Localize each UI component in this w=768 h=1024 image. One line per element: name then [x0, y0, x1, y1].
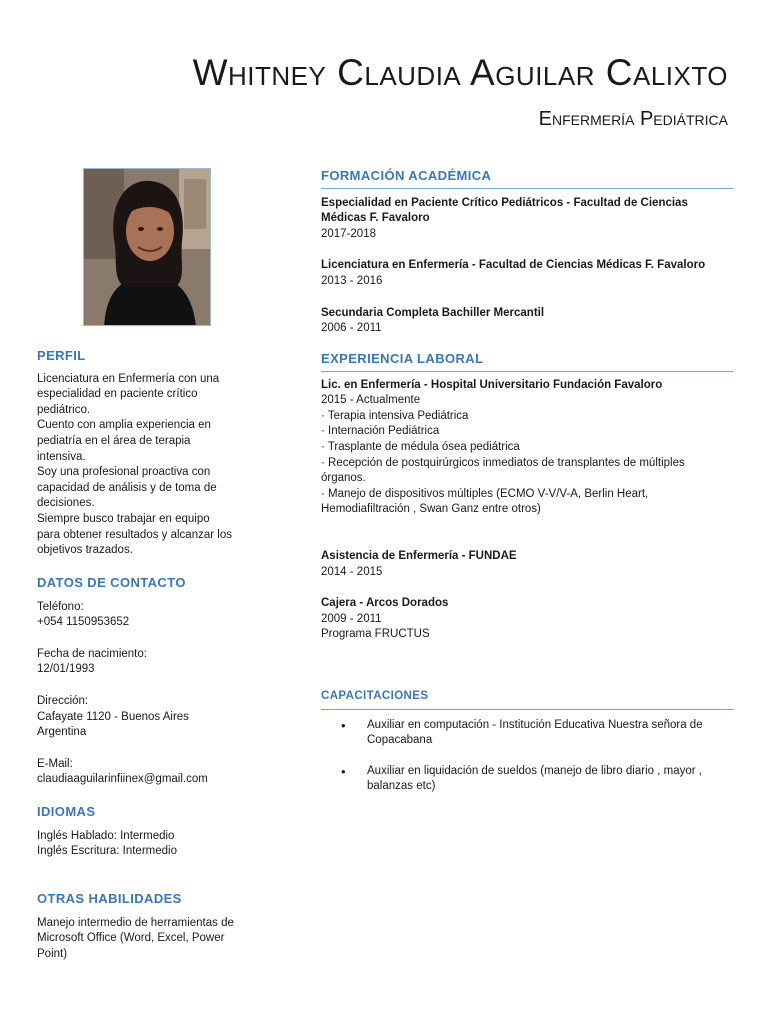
perfil-line: para obtener resultados y alcanzar los	[37, 528, 232, 541]
section-divider	[321, 371, 733, 372]
contacto-block	[37, 600, 267, 788]
job-title: Lic. en Enfermería - Hospital Universitario Fundación Favaloro	[321, 378, 663, 391]
section-title-idiomas: IDIOMAS	[37, 804, 96, 819]
formacion-item-title: Especialidad en Paciente Crítico Pediátricos - Facultad de Ciencias	[321, 196, 688, 209]
section-title-experiencia: EXPERIENCIA LABORAL	[321, 351, 484, 366]
perfil-line: pediatría en el área de terapia	[37, 434, 191, 447]
job-task: · Manejo de dispositivos múltiples (ECMO V-V/V-A, Berlin Heart,	[321, 487, 649, 500]
email-value: claudiaaguilarinfiinex@gmail.com	[37, 773, 208, 786]
telefono-label: Teléfono:	[37, 600, 84, 613]
habilidad-line: Point)	[37, 947, 68, 960]
telefono-value: +054 1150953652	[37, 616, 130, 629]
formacion-item-title: Médicas F. Favaloro	[321, 212, 430, 225]
section-title-perfil: PERFIL	[37, 348, 86, 363]
profile-photo-image	[84, 169, 211, 326]
job-task: · Trasplante de médula ósea pediátrica	[321, 440, 520, 453]
formacion-item-title: Licenciatura en Enfermería - Facultad de Ciencias Médicas F. Favaloro	[321, 259, 706, 272]
job-task: · Recepción de postquirúrgicos inmediatos de transplantes de múltiples	[321, 456, 685, 469]
perfil-line: especialidad en paciente crítico	[37, 388, 198, 401]
formacion-item-dates: 2017-2018	[321, 227, 376, 240]
idioma-hablado: Inglés Hablado: Intermedio	[37, 829, 175, 842]
perfil-line: Licenciatura en Enfermería con una	[37, 372, 220, 385]
formacion-item	[321, 306, 733, 337]
job-dates: 2009 - 2011	[321, 612, 382, 625]
section-title-contacto: DATOS DE CONTACTO	[37, 575, 186, 590]
capacitacion-item: • Auxiliar en liquidación de sueldos (manejo de libro diario , mayor , balanzas etc)	[321, 764, 733, 795]
perfil-line: pediátrico.	[37, 403, 91, 416]
direccion-line-1: Cafayate 1120 - Buenos Aires	[37, 710, 189, 723]
section-perfil	[37, 348, 267, 559]
perfil-text	[37, 372, 267, 559]
email-label: E-Mail:	[37, 757, 73, 770]
job-dates: 2014 - 2015	[321, 565, 383, 578]
job-title: Cajera - Arcos Dorados	[321, 597, 449, 610]
job-title: Asistencia de Enfermería - FUNDAE	[321, 549, 517, 562]
capacitacion-item: • Auxiliar en computación - Institución Educativa Nuestra señora de Copacabana	[321, 718, 733, 749]
formacion-item	[321, 258, 733, 289]
section-capacitaciones	[321, 689, 733, 810]
perfil-line: Siempre busco trabajar en equipo	[37, 512, 210, 525]
formacion-item-dates: 2006 - 2011	[321, 322, 382, 335]
section-formacion	[321, 168, 733, 337]
section-habilidades	[37, 891, 267, 962]
section-idiomas	[37, 804, 267, 860]
job-task: · Terapia intensiva Pediátrica	[321, 409, 469, 422]
nacimiento-value: 12/01/1993	[37, 663, 95, 676]
formacion-item-dates: 2013 - 2016	[321, 274, 383, 287]
job-task: órganos.	[321, 472, 366, 485]
job-item	[321, 378, 733, 518]
section-title-capacitaciones: CAPACITACIONES	[321, 690, 429, 702]
section-experiencia	[321, 351, 733, 643]
section-divider	[321, 709, 733, 710]
formacion-item-title: Secundaria Completa Bachiller Mercantil	[321, 306, 545, 319]
perfil-line: capacidad de análisis y de toma de	[37, 481, 217, 494]
perfil-line: objetivos trazados.	[37, 544, 133, 557]
job-task: · Internación Pediátrica	[321, 425, 440, 438]
job-item	[321, 549, 733, 580]
job-item	[321, 596, 733, 643]
nacimiento-label: Fecha de nacimiento:	[37, 647, 147, 660]
direccion-label: Dirección:	[37, 694, 89, 707]
idioma-escritura: Inglés Escritura: Intermedio	[37, 845, 177, 858]
section-contacto	[37, 575, 267, 788]
capacitaciones-list	[321, 718, 733, 795]
section-divider	[321, 188, 733, 189]
habilidad-line: Microsoft Office (Word, Excel, Power	[37, 932, 225, 945]
profile-photo	[83, 168, 211, 326]
perfil-line: Cuento con amplia experiencia en	[37, 419, 211, 432]
job-task: Hemodiafiltración , Swan Ganz entre otros)	[321, 503, 541, 516]
candidate-role: Enfermería Pediátrica	[538, 108, 728, 130]
job-note: Programa FRUCTUS	[321, 628, 430, 641]
job-dates: 2015 - Actualmente	[321, 394, 421, 407]
section-title-habilidades: OTRAS HABILIDADES	[37, 891, 182, 906]
direccion-line-2: Argentina	[37, 726, 87, 739]
perfil-line: intensiva.	[37, 450, 86, 463]
candidate-name: Whitney Claudia Aguilar Calixto	[192, 52, 728, 93]
habilidad-line: Manejo intermedio de herramientas de	[37, 916, 234, 929]
perfil-line: decisiones.	[37, 497, 95, 510]
perfil-line: Soy una profesional proactiva con	[37, 466, 211, 479]
section-title-formacion: FORMACIÓN ACADÉMICA	[321, 168, 492, 183]
formacion-item	[321, 196, 733, 243]
